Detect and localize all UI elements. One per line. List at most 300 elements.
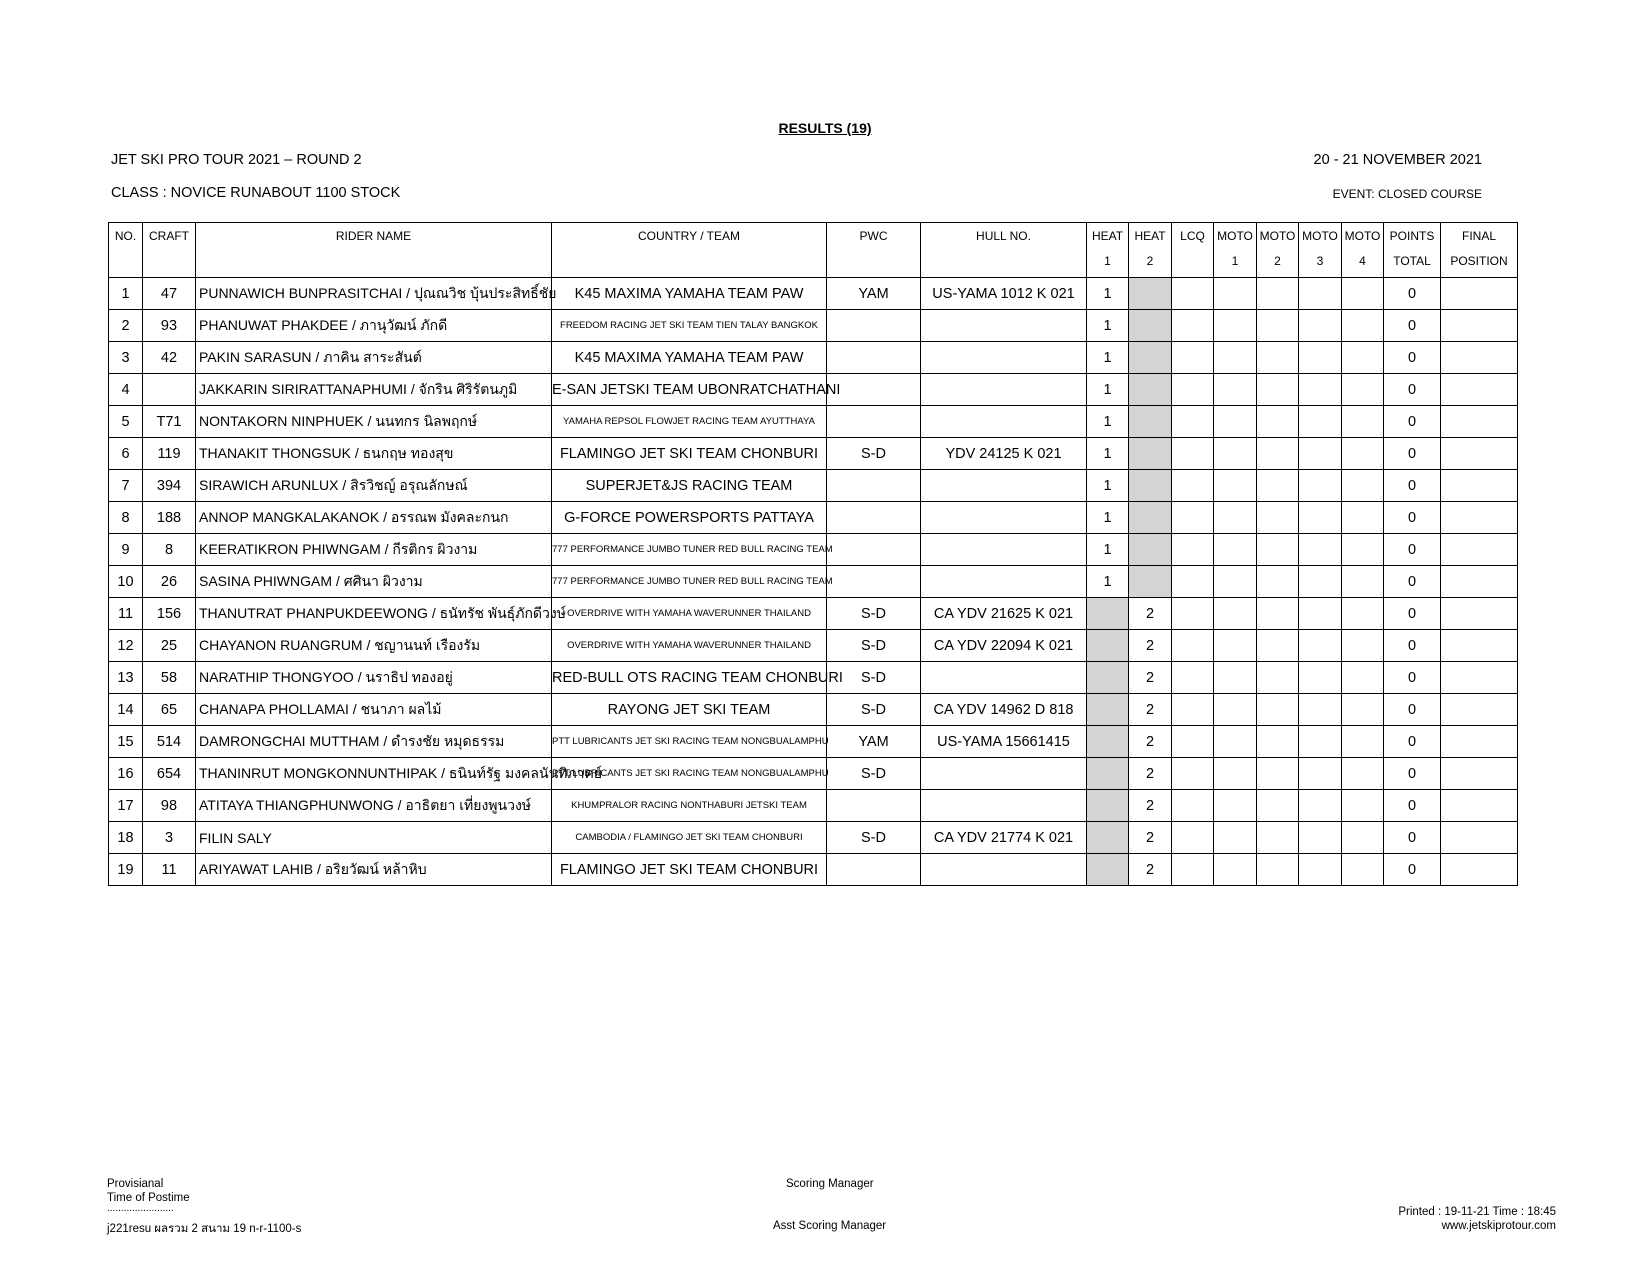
heat1-cell: 1 — [1087, 342, 1129, 374]
pwc-cell — [827, 406, 921, 438]
hull-cell — [921, 470, 1087, 502]
col-team: COUNTRY / TEAM — [552, 223, 827, 278]
col-rider: RIDER NAME — [196, 223, 552, 278]
craft-cell: 3 — [143, 822, 196, 854]
moto2-cell — [1257, 598, 1299, 630]
lcq-cell — [1172, 310, 1214, 342]
hull-cell: CA YDV 21625 K 021 — [921, 598, 1087, 630]
moto4-cell — [1342, 758, 1384, 790]
moto2-cell — [1257, 662, 1299, 694]
moto2-cell — [1257, 630, 1299, 662]
moto1-cell — [1214, 502, 1257, 534]
pwc-cell — [827, 470, 921, 502]
col-moto4: MOTO 4 — [1342, 223, 1384, 278]
pwc-cell: S-D — [827, 662, 921, 694]
heat1-cell: 1 — [1087, 374, 1129, 406]
heat2-cell — [1129, 374, 1172, 406]
moto4-cell — [1342, 854, 1384, 886]
heat2-cell — [1129, 534, 1172, 566]
final-position-cell — [1441, 502, 1518, 534]
table-row — [109, 342, 1518, 374]
pwc-cell: S-D — [827, 598, 921, 630]
points-total-cell: 0 — [1384, 758, 1441, 790]
points-total-cell: 0 — [1384, 406, 1441, 438]
col-moto3: MOTO 3 — [1299, 223, 1342, 278]
table-row — [109, 726, 1518, 758]
website-link[interactable]: www.jetskiprotour.com — [1441, 1220, 1556, 1232]
pwc-cell: S-D — [827, 822, 921, 854]
pwc-cell: YAM — [827, 726, 921, 758]
lcq-cell — [1172, 662, 1214, 694]
pwc-cell: S-D — [827, 694, 921, 726]
col-no: NO. — [109, 223, 143, 278]
scoring-manager-label: Scoring Manager — [786, 1178, 874, 1190]
no-cell: 10 — [109, 566, 143, 598]
lcq-cell — [1172, 630, 1214, 662]
moto1-cell — [1214, 406, 1257, 438]
moto2-cell — [1257, 694, 1299, 726]
heat2-cell — [1129, 438, 1172, 470]
moto1-cell — [1214, 854, 1257, 886]
lcq-cell — [1172, 694, 1214, 726]
hull-cell — [921, 502, 1087, 534]
moto2-cell — [1257, 502, 1299, 534]
moto3-cell — [1299, 598, 1342, 630]
pwc-cell — [827, 342, 921, 374]
heat1-cell — [1087, 726, 1129, 758]
final-position-cell — [1441, 310, 1518, 342]
final-position-cell — [1441, 758, 1518, 790]
rider-name-cell: NARATHIP THONGYOO / นราธิป ทองอยู่ — [196, 662, 552, 694]
heat1-cell — [1087, 662, 1129, 694]
header-row — [109, 223, 1518, 278]
moto1-cell — [1214, 726, 1257, 758]
col-moto2: MOTO 2 — [1257, 223, 1299, 278]
table-row — [109, 790, 1518, 822]
heat2-cell — [1129, 342, 1172, 374]
col-points: POINTS TOTAL — [1384, 223, 1441, 278]
points-total-cell: 0 — [1384, 534, 1441, 566]
heat1-cell: 1 — [1087, 566, 1129, 598]
hull-cell — [921, 534, 1087, 566]
moto3-cell — [1299, 566, 1342, 598]
lcq-cell — [1172, 470, 1214, 502]
moto3-cell — [1299, 278, 1342, 310]
moto2-cell — [1257, 790, 1299, 822]
final-position-cell — [1441, 470, 1518, 502]
points-total-cell: 0 — [1384, 342, 1441, 374]
final-position-cell — [1441, 566, 1518, 598]
table-row — [109, 310, 1518, 342]
lcq-cell — [1172, 374, 1214, 406]
final-position-cell — [1441, 374, 1518, 406]
team-cell: CAMBODIA / FLAMINGO JET SKI TEAM CHONBURI — [552, 822, 827, 854]
craft-cell: 514 — [143, 726, 196, 758]
no-cell: 9 — [109, 534, 143, 566]
points-total-cell: 0 — [1384, 630, 1441, 662]
hull-cell: CA YDV 21774 K 021 — [921, 822, 1087, 854]
moto4-cell — [1342, 566, 1384, 598]
no-cell: 8 — [109, 502, 143, 534]
rider-name-cell: DAMRONGCHAI MUTTHAM / ดำรงชัย หมุดธรรม — [196, 726, 552, 758]
points-total-cell: 0 — [1384, 438, 1441, 470]
final-position-cell — [1441, 726, 1518, 758]
moto2-cell — [1257, 310, 1299, 342]
hull-cell — [921, 342, 1087, 374]
moto4-cell — [1342, 662, 1384, 694]
moto2-cell — [1257, 470, 1299, 502]
team-cell: PTT LUBRICANTS JET SKI RACING TEAM NONGBUALAMPHU — [552, 758, 827, 790]
moto1-cell — [1214, 534, 1257, 566]
no-cell: 18 — [109, 822, 143, 854]
moto3-cell — [1299, 790, 1342, 822]
printed-timestamp: Printed : 19-11-21 Time : 18:45 — [1398, 1206, 1556, 1218]
hull-cell: US-YAMA 15661415 — [921, 726, 1087, 758]
team-cell: SUPERJET&JS RACING TEAM — [552, 470, 827, 502]
moto3-cell — [1299, 662, 1342, 694]
craft-cell: 93 — [143, 310, 196, 342]
table-row — [109, 374, 1518, 406]
lcq-cell — [1172, 566, 1214, 598]
table-row — [109, 854, 1518, 886]
hull-cell — [921, 662, 1087, 694]
heat2-cell: 2 — [1129, 598, 1172, 630]
moto1-cell — [1214, 310, 1257, 342]
no-cell: 15 — [109, 726, 143, 758]
rider-name-cell: ARIYAWAT LAHIB / อริยวัฒน์ หล้าหิบ — [196, 854, 552, 886]
heat2-cell — [1129, 406, 1172, 438]
lcq-cell — [1172, 342, 1214, 374]
heat1-cell: 1 — [1087, 310, 1129, 342]
col-craft: CRAFT — [143, 223, 196, 278]
table-row — [109, 566, 1518, 598]
heat1-cell: 1 — [1087, 406, 1129, 438]
moto3-cell — [1299, 534, 1342, 566]
title-text: RESULTS (19) — [778, 120, 872, 136]
craft-cell: 25 — [143, 630, 196, 662]
event-type: EVENT: CLOSED COURSE — [1332, 187, 1482, 201]
final-position-cell — [1441, 534, 1518, 566]
points-total-cell: 0 — [1384, 822, 1441, 854]
team-cell: FLAMINGO JET SKI TEAM CHONBURI — [552, 854, 827, 886]
no-cell: 14 — [109, 694, 143, 726]
postime-dots: ........................ — [107, 1203, 174, 1214]
no-cell: 2 — [109, 310, 143, 342]
col-heat2: HEAT 2 — [1129, 223, 1172, 278]
moto3-cell — [1299, 374, 1342, 406]
rider-name-cell: CHANAPA PHOLLAMAI / ชนาภา ผลไม้ — [196, 694, 552, 726]
no-cell: 6 — [109, 438, 143, 470]
craft-cell: T71 — [143, 406, 196, 438]
pwc-cell: YAM — [827, 278, 921, 310]
table-row — [109, 662, 1518, 694]
final-position-cell — [1441, 694, 1518, 726]
rider-name-cell: FILIN SALY — [196, 822, 552, 854]
heat1-cell: 1 — [1087, 502, 1129, 534]
lcq-cell — [1172, 502, 1214, 534]
rider-name-cell: THANINRUT MONGKONNUNTHIPAK / ธนินท์รัฐ มงคลนันทิภาคย์ — [196, 758, 552, 790]
craft-cell: 26 — [143, 566, 196, 598]
moto1-cell — [1214, 822, 1257, 854]
moto1-cell — [1214, 758, 1257, 790]
no-cell: 12 — [109, 630, 143, 662]
moto1-cell — [1214, 438, 1257, 470]
no-cell: 19 — [109, 854, 143, 886]
hull-cell: US-YAMA 1012 K 021 — [921, 278, 1087, 310]
points-total-cell: 0 — [1384, 502, 1441, 534]
moto4-cell — [1342, 278, 1384, 310]
moto3-cell — [1299, 342, 1342, 374]
craft-cell: 47 — [143, 278, 196, 310]
final-position-cell — [1441, 630, 1518, 662]
moto4-cell — [1342, 598, 1384, 630]
final-position-cell — [1441, 662, 1518, 694]
no-cell: 3 — [109, 342, 143, 374]
points-total-cell: 0 — [1384, 470, 1441, 502]
team-cell: OVERDRIVE WITH YAMAHA WAVERUNNER THAILAND — [552, 630, 827, 662]
heat1-cell — [1087, 630, 1129, 662]
moto2-cell — [1257, 822, 1299, 854]
points-total-cell: 0 — [1384, 790, 1441, 822]
final-position-cell — [1441, 278, 1518, 310]
col-lcq: LCQ — [1172, 223, 1214, 278]
final-position-cell — [1441, 406, 1518, 438]
lcq-cell — [1172, 726, 1214, 758]
heat1-cell — [1087, 598, 1129, 630]
heat2-cell: 2 — [1129, 854, 1172, 886]
lcq-cell — [1172, 534, 1214, 566]
lcq-cell — [1172, 406, 1214, 438]
team-cell: 777 PERFORMANCE JUMBO TUNER RED BULL RACING TEAM — [552, 534, 827, 566]
heat1-cell — [1087, 854, 1129, 886]
heat1-cell: 1 — [1087, 534, 1129, 566]
table-row — [109, 502, 1518, 534]
craft-cell: 65 — [143, 694, 196, 726]
craft-cell: 11 — [143, 854, 196, 886]
lcq-cell — [1172, 598, 1214, 630]
table-row — [109, 694, 1518, 726]
hull-cell — [921, 310, 1087, 342]
hull-cell: CA YDV 14962 D 818 — [921, 694, 1087, 726]
table-row — [109, 822, 1518, 854]
moto4-cell — [1342, 374, 1384, 406]
postime-label: Time of Postime — [107, 1192, 190, 1204]
heat2-cell: 2 — [1129, 726, 1172, 758]
final-position-cell — [1441, 438, 1518, 470]
pwc-cell: S-D — [827, 630, 921, 662]
table-row — [109, 438, 1518, 470]
moto3-cell — [1299, 726, 1342, 758]
hull-cell: YDV 24125 K 021 — [921, 438, 1087, 470]
team-cell: G-FORCE POWERSPORTS PATTAYA — [552, 502, 827, 534]
rider-name-cell: PHANUWAT PHAKDEE / ภานุวัฒน์ ภักดี — [196, 310, 552, 342]
points-total-cell: 0 — [1384, 374, 1441, 406]
moto4-cell — [1342, 470, 1384, 502]
table-row — [109, 534, 1518, 566]
pwc-cell: S-D — [827, 758, 921, 790]
heat1-cell — [1087, 822, 1129, 854]
moto1-cell — [1214, 566, 1257, 598]
table-row — [109, 406, 1518, 438]
moto2-cell — [1257, 406, 1299, 438]
col-hull: HULL NO. — [921, 223, 1087, 278]
moto1-cell — [1214, 342, 1257, 374]
provisional-label: Provisianal — [107, 1178, 164, 1190]
moto3-cell — [1299, 502, 1342, 534]
no-cell: 1 — [109, 278, 143, 310]
hull-cell: CA YDV 22094 K 021 — [921, 630, 1087, 662]
moto2-cell — [1257, 374, 1299, 406]
moto1-cell — [1214, 278, 1257, 310]
col-heat1: HEAT 1 — [1087, 223, 1129, 278]
final-position-cell — [1441, 854, 1518, 886]
craft-cell: 394 — [143, 470, 196, 502]
points-total-cell: 0 — [1384, 854, 1441, 886]
no-cell: 5 — [109, 406, 143, 438]
moto3-cell — [1299, 438, 1342, 470]
team-cell: RAYONG JET SKI TEAM — [552, 694, 827, 726]
moto3-cell — [1299, 470, 1342, 502]
heat2-cell: 2 — [1129, 630, 1172, 662]
craft-cell — [143, 374, 196, 406]
hull-cell — [921, 566, 1087, 598]
final-position-cell — [1441, 342, 1518, 374]
moto2-cell — [1257, 758, 1299, 790]
final-position-cell — [1441, 598, 1518, 630]
pwc-cell — [827, 374, 921, 406]
points-total-cell: 0 — [1384, 726, 1441, 758]
rider-name-cell: THANUTRAT PHANPUKDEEWONG / ธนัทรัช พันธุ์ภักดีวงษ์ — [196, 598, 552, 630]
moto2-cell — [1257, 278, 1299, 310]
pwc-cell — [827, 310, 921, 342]
lcq-cell — [1172, 854, 1214, 886]
event-date: 20 - 21 NOVEMBER 2021 — [1313, 152, 1482, 168]
page-title — [0, 120, 1650, 136]
hull-cell — [921, 758, 1087, 790]
table-row — [109, 630, 1518, 662]
rider-name-cell: SIRAWICH ARUNLUX / สิรวิชญ์ อรุณลักษณ์ — [196, 470, 552, 502]
moto1-cell — [1214, 662, 1257, 694]
craft-cell: 119 — [143, 438, 196, 470]
lcq-cell — [1172, 822, 1214, 854]
moto1-cell — [1214, 630, 1257, 662]
moto3-cell — [1299, 406, 1342, 438]
moto4-cell — [1342, 438, 1384, 470]
moto2-cell — [1257, 534, 1299, 566]
heat2-cell: 2 — [1129, 694, 1172, 726]
moto1-cell — [1214, 470, 1257, 502]
points-total-cell: 0 — [1384, 310, 1441, 342]
rider-name-cell: CHAYANON RUANGRUM / ชญานนท์ เรืองรัม — [196, 630, 552, 662]
craft-cell: 156 — [143, 598, 196, 630]
heat1-cell — [1087, 790, 1129, 822]
points-total-cell: 0 — [1384, 566, 1441, 598]
hull-cell — [921, 790, 1087, 822]
pwc-cell — [827, 502, 921, 534]
moto4-cell — [1342, 726, 1384, 758]
moto4-cell — [1342, 502, 1384, 534]
moto4-cell — [1342, 630, 1384, 662]
table-row — [109, 470, 1518, 502]
pwc-cell — [827, 854, 921, 886]
moto3-cell — [1299, 854, 1342, 886]
rider-name-cell: THANAKIT THONGSUK / ธนกฤษ ทองสุข — [196, 438, 552, 470]
heat1-cell — [1087, 694, 1129, 726]
team-cell: RED-BULL OTS RACING TEAM CHONBURI — [552, 662, 827, 694]
moto2-cell — [1257, 342, 1299, 374]
pwc-cell — [827, 566, 921, 598]
pwc-cell: S-D — [827, 438, 921, 470]
moto4-cell — [1342, 342, 1384, 374]
rider-name-cell: PUNNAWICH BUNPRASITCHAI / ปุณณวิช บุ้นประสิทธิ์ชัย — [196, 278, 552, 310]
craft-cell: 98 — [143, 790, 196, 822]
col-final: FINAL POSITION — [1441, 223, 1518, 278]
pwc-cell — [827, 790, 921, 822]
lcq-cell — [1172, 278, 1214, 310]
rider-name-cell: SASINA PHIWNGAM / ศศินา ผิวงาม — [196, 566, 552, 598]
team-cell: KHUMPRALOR RACING NONTHABURI JETSKI TEAM — [552, 790, 827, 822]
heat2-cell: 2 — [1129, 758, 1172, 790]
heat2-cell: 2 — [1129, 790, 1172, 822]
moto3-cell — [1299, 630, 1342, 662]
table-row — [109, 758, 1518, 790]
rider-name-cell: PAKIN SARASUN / ภาคิน สาระสันต์ — [196, 342, 552, 374]
file-reference: j221resu ผลรวม 2 สนาม 19 n-r-1100-s — [107, 1223, 302, 1235]
no-cell: 13 — [109, 662, 143, 694]
moto4-cell — [1342, 790, 1384, 822]
moto4-cell — [1342, 534, 1384, 566]
heat2-cell — [1129, 566, 1172, 598]
moto2-cell — [1257, 438, 1299, 470]
event-name: JET SKI PRO TOUR 2021 – ROUND 2 — [111, 152, 362, 168]
craft-cell: 188 — [143, 502, 196, 534]
col-pwc: PWC — [827, 223, 921, 278]
craft-cell: 58 — [143, 662, 196, 694]
no-cell: 16 — [109, 758, 143, 790]
points-total-cell: 0 — [1384, 278, 1441, 310]
heat2-cell: 2 — [1129, 662, 1172, 694]
moto4-cell — [1342, 406, 1384, 438]
moto4-cell — [1342, 822, 1384, 854]
no-cell: 4 — [109, 374, 143, 406]
team-cell: OVERDRIVE WITH YAMAHA WAVERUNNER THAILAND — [552, 598, 827, 630]
craft-cell: 8 — [143, 534, 196, 566]
team-cell: K45 MAXIMA YAMAHA TEAM PAW — [552, 278, 827, 310]
hull-cell — [921, 374, 1087, 406]
rider-name-cell: JAKKARIN SIRIRATTANAPHUMI / จักริน ศิริรัตนภูมิ — [196, 374, 552, 406]
team-cell: FLAMINGO JET SKI TEAM CHONBURI — [552, 438, 827, 470]
table-row — [109, 598, 1518, 630]
no-cell: 17 — [109, 790, 143, 822]
team-cell: K45 MAXIMA YAMAHA TEAM PAW — [552, 342, 827, 374]
heat2-cell — [1129, 502, 1172, 534]
moto3-cell — [1299, 758, 1342, 790]
craft-cell: 42 — [143, 342, 196, 374]
results-table — [108, 222, 1518, 886]
team-cell: PTT LUBRICANTS JET SKI RACING TEAM NONGBUALAMPHU — [552, 726, 827, 758]
hull-cell — [921, 854, 1087, 886]
heat2-cell: 2 — [1129, 822, 1172, 854]
moto1-cell — [1214, 694, 1257, 726]
moto2-cell — [1257, 566, 1299, 598]
hull-cell — [921, 406, 1087, 438]
moto4-cell — [1342, 694, 1384, 726]
team-cell: E-SAN JETSKI TEAM UBONRATCHATHANI — [552, 374, 827, 406]
heat2-cell — [1129, 470, 1172, 502]
moto3-cell — [1299, 822, 1342, 854]
lcq-cell — [1172, 758, 1214, 790]
moto4-cell — [1342, 310, 1384, 342]
